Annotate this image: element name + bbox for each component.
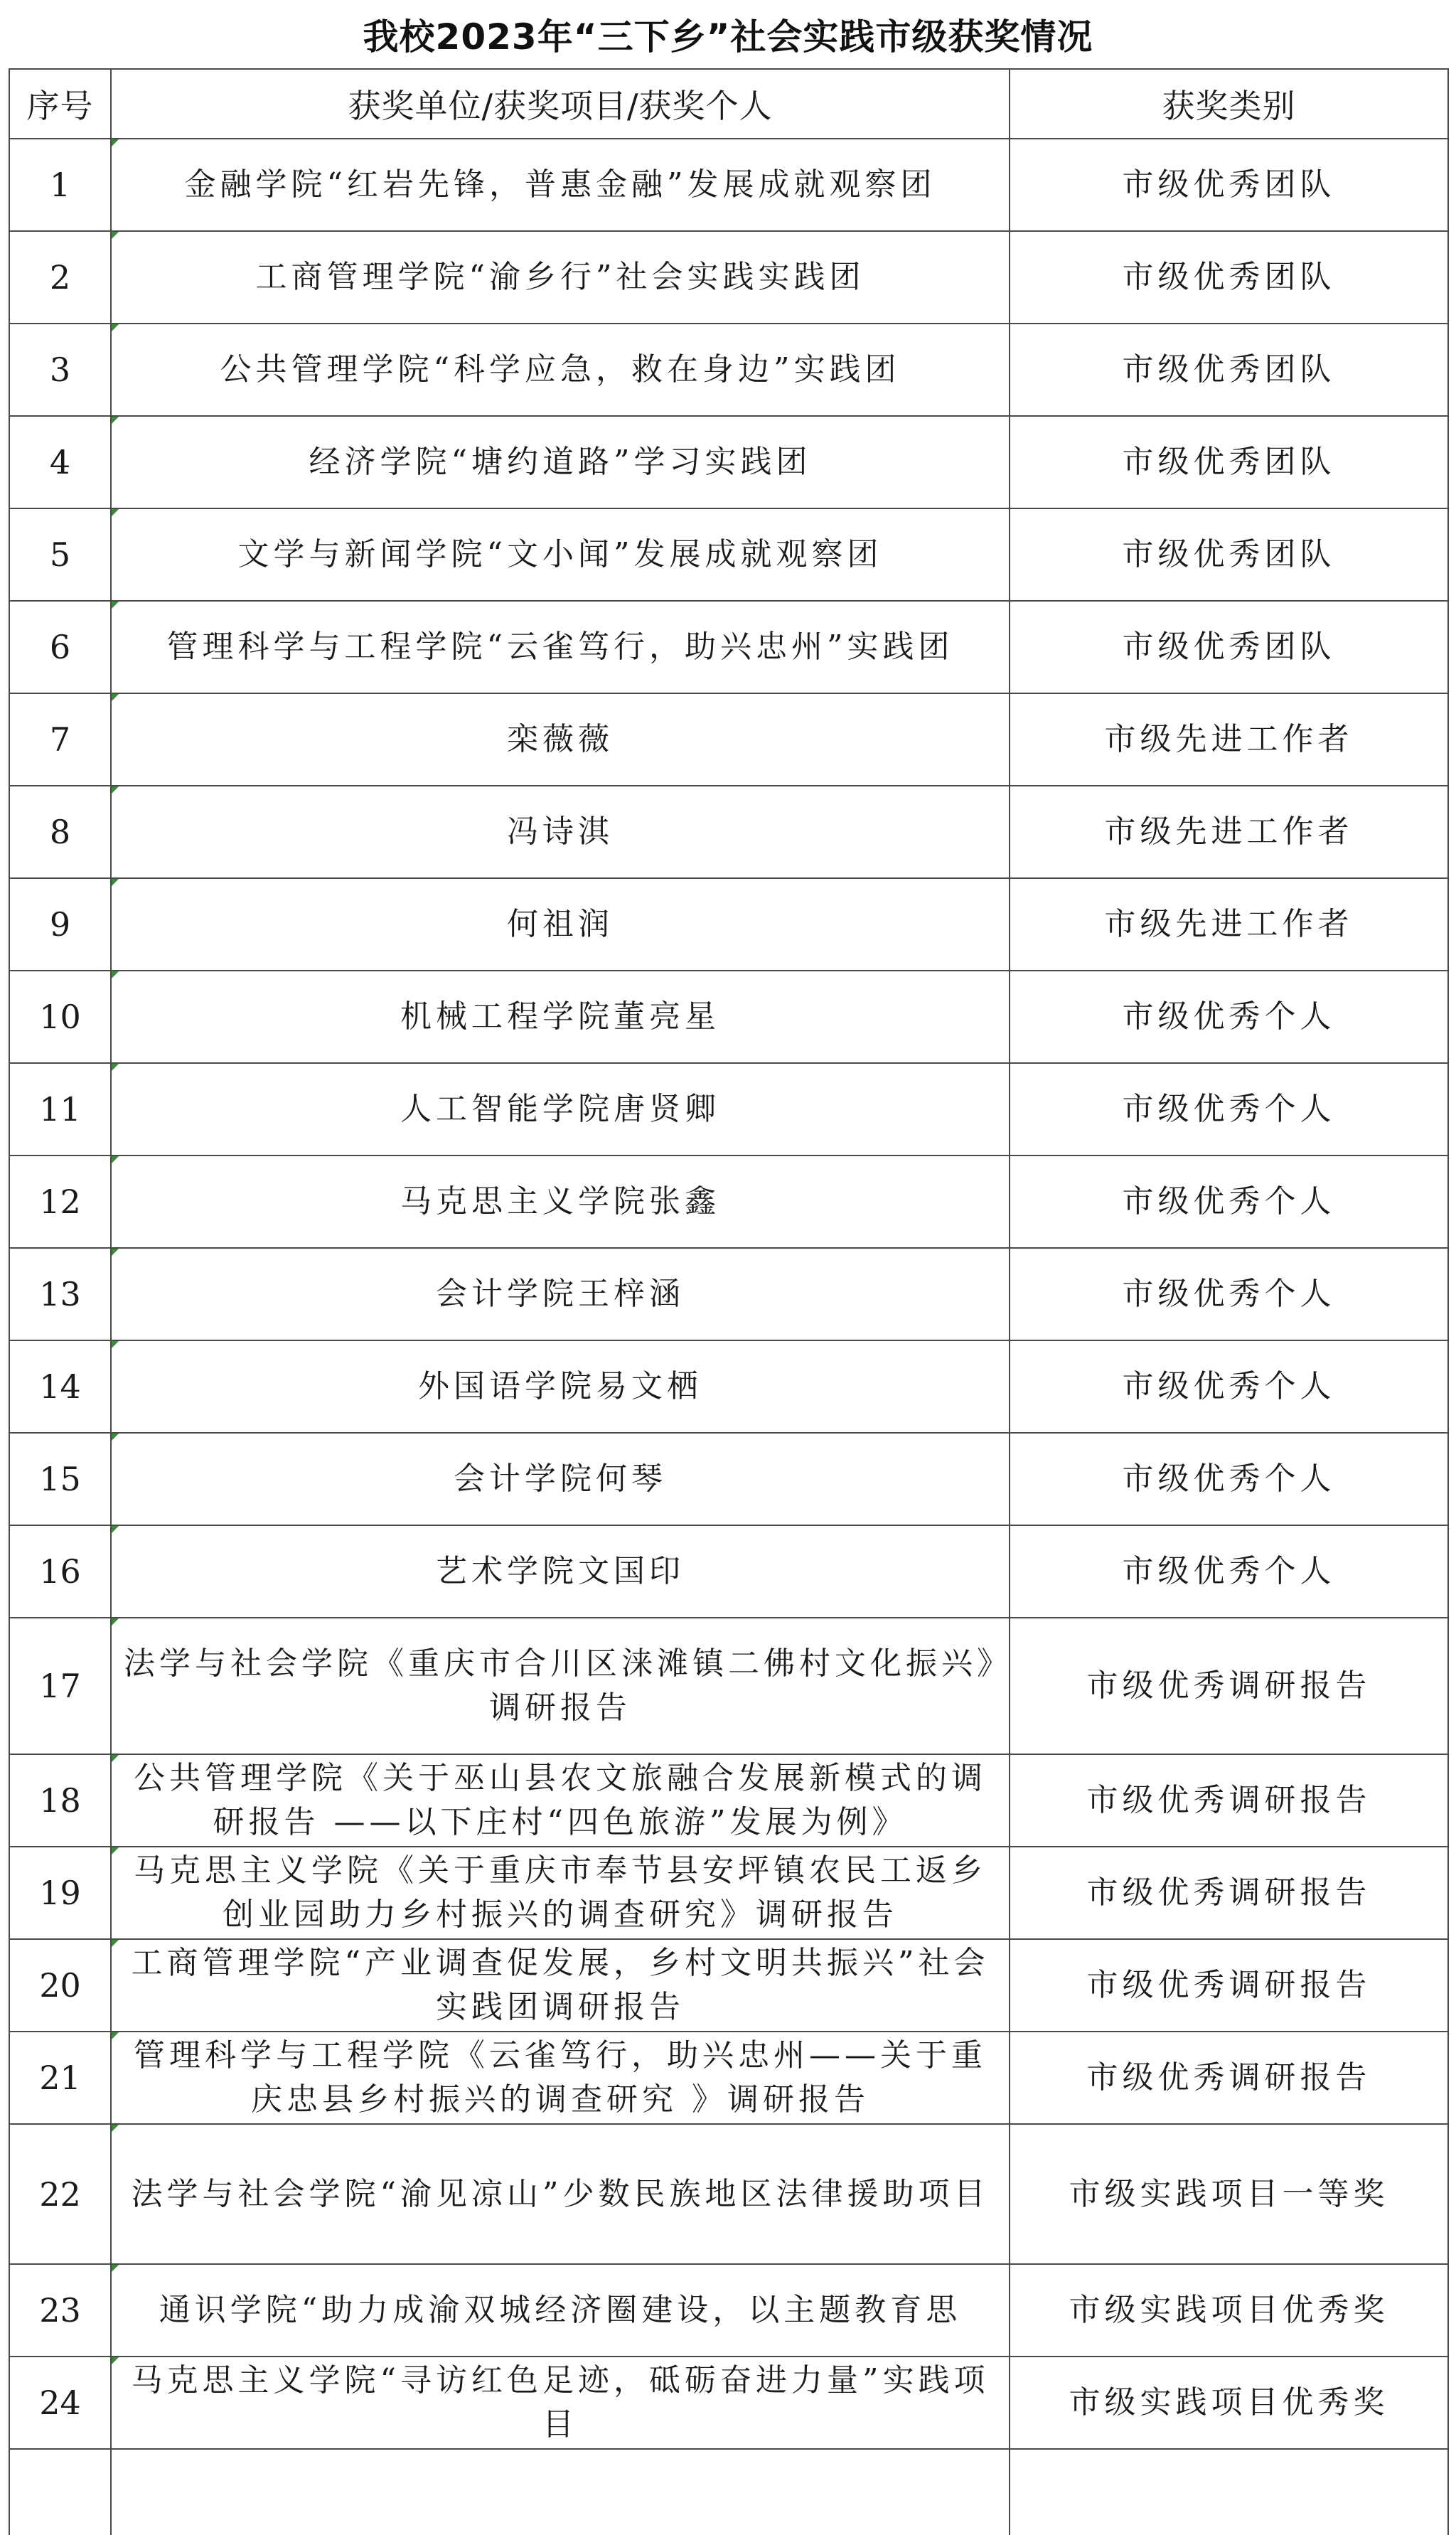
row-category: 市级实践项目优秀奖 <box>1010 2357 1448 2449</box>
table-row <box>9 786 1448 878</box>
row-name: 人工智能学院唐贤卿 <box>111 1063 1010 1156</box>
row-name: 公共管理学院《关于巫山县农文旅融合发展新模式的调研报告 ——以下庄村“四色旅游”发展为例》 <box>111 1754 1010 1847</box>
table-row <box>9 2032 1448 2124</box>
row-name: 法学与社会学院《重庆市合川区涞滩镇二佛村文化振兴》调研报告 <box>111 1618 1010 1754</box>
table-row <box>9 416 1448 508</box>
row-category: 市级先进工作者 <box>1010 786 1448 878</box>
empty-cell <box>1010 2449 1448 2535</box>
row-name: 艺术学院文国印 <box>111 1525 1010 1618</box>
row-number: 1 <box>9 139 111 231</box>
row-number: 8 <box>9 786 111 878</box>
row-number: 18 <box>9 1754 111 1847</box>
row-category: 市级优秀团队 <box>1010 601 1448 693</box>
table-row-empty <box>9 2449 1448 2535</box>
row-number: 14 <box>9 1340 111 1433</box>
row-name: 工商管理学院“渝乡行”社会实践实践团 <box>111 231 1010 324</box>
row-category: 市级优秀个人 <box>1010 1063 1448 1156</box>
awards-table <box>9 68 1449 2535</box>
row-number: 21 <box>9 2032 111 2124</box>
table-row <box>9 2264 1448 2357</box>
row-name: 会计学院王梓涵 <box>111 1248 1010 1340</box>
row-number: 24 <box>9 2357 111 2449</box>
table-row <box>9 139 1448 231</box>
page-title: 我校2023年“三下乡”社会实践市级获奖情况 <box>363 16 1093 58</box>
row-category: 市级优秀个人 <box>1010 1248 1448 1340</box>
row-category: 市级优秀调研报告 <box>1010 1939 1448 2032</box>
row-number: 11 <box>9 1063 111 1156</box>
row-name: 文学与新闻学院“文小闻”发展成就观察团 <box>111 508 1010 601</box>
row-name: 金融学院“红岩先锋，普惠金融”发展成就观察团 <box>111 139 1010 231</box>
table-row <box>9 1340 1448 1433</box>
row-name: 马克思主义学院张鑫 <box>111 1156 1010 1248</box>
row-number: 16 <box>9 1525 111 1618</box>
table-row <box>9 971 1448 1063</box>
row-category: 市级优秀团队 <box>1010 508 1448 601</box>
row-category: 市级优秀个人 <box>1010 1433 1448 1525</box>
row-number: 17 <box>9 1618 111 1754</box>
row-name: 法学与社会学院“渝见凉山”少数民族地区法律援助项目 <box>111 2124 1010 2264</box>
row-category: 市级优秀个人 <box>1010 1340 1448 1433</box>
table-row <box>9 1525 1448 1618</box>
row-number: 10 <box>9 971 111 1063</box>
row-number: 15 <box>9 1433 111 1525</box>
empty-cell <box>111 2449 1010 2535</box>
row-name: 马克思主义学院《关于重庆市奉节县安坪镇农民工返乡创业园助力乡村振兴的调查研究》调研报告 <box>111 1847 1010 1939</box>
row-number: 12 <box>9 1156 111 1248</box>
row-name: 何祖润 <box>111 878 1010 971</box>
row-name: 通识学院“助力成渝双城经济圈建设，以主题教育思 <box>111 2264 1010 2357</box>
table-row <box>9 1754 1448 1847</box>
row-name: 栾薇薇 <box>111 693 1010 786</box>
row-name: 马克思主义学院“寻访红色足迹，砥砺奋进力量”实践项目 <box>111 2357 1010 2449</box>
row-number: 3 <box>9 324 111 416</box>
row-category: 市级优秀调研报告 <box>1010 1618 1448 1754</box>
row-number: 4 <box>9 416 111 508</box>
row-category: 市级先进工作者 <box>1010 878 1448 971</box>
row-number: 13 <box>9 1248 111 1340</box>
row-category: 市级实践项目一等奖 <box>1010 2124 1448 2264</box>
row-number: 6 <box>9 601 111 693</box>
header-no: 序号 <box>9 69 111 139</box>
row-number: 7 <box>9 693 111 786</box>
row-name: 管理科学与工程学院《云雀笃行，助兴忠州——关于重庆忠县乡村振兴的调查研究 》调研报告 <box>111 2032 1010 2124</box>
row-category: 市级优秀个人 <box>1010 971 1448 1063</box>
table-row <box>9 1618 1448 1754</box>
row-category: 市级优秀调研报告 <box>1010 1754 1448 1847</box>
row-category: 市级优秀团队 <box>1010 231 1448 324</box>
row-name: 会计学院何琴 <box>111 1433 1010 1525</box>
table-row <box>9 693 1448 786</box>
row-name: 管理科学与工程学院“云雀笃行，助兴忠州”实践团 <box>111 601 1010 693</box>
row-number: 19 <box>9 1847 111 1939</box>
row-category: 市级实践项目优秀奖 <box>1010 2264 1448 2357</box>
row-category: 市级优秀团队 <box>1010 324 1448 416</box>
row-category: 市级优秀调研报告 <box>1010 1847 1448 1939</box>
table-row <box>9 1063 1448 1156</box>
row-category: 市级优秀调研报告 <box>1010 2032 1448 2124</box>
table-row <box>9 601 1448 693</box>
row-name: 经济学院“塘约道路”学习实践团 <box>111 416 1010 508</box>
row-category: 市级先进工作者 <box>1010 693 1448 786</box>
table-row <box>9 1248 1448 1340</box>
table-header-row <box>9 69 1448 139</box>
header-category: 获奖类别 <box>1010 69 1448 139</box>
table-row <box>9 324 1448 416</box>
row-category: 市级优秀团队 <box>1010 416 1448 508</box>
row-name: 冯诗淇 <box>111 786 1010 878</box>
table-row <box>9 1939 1448 2032</box>
row-number: 5 <box>9 508 111 601</box>
row-category: 市级优秀个人 <box>1010 1525 1448 1618</box>
table-row <box>9 2124 1448 2264</box>
empty-cell <box>9 2449 111 2535</box>
table-row <box>9 1156 1448 1248</box>
table-row <box>9 508 1448 601</box>
row-name: 公共管理学院“科学应急，救在身边”实践团 <box>111 324 1010 416</box>
row-name: 工商管理学院“产业调查促发展，乡村文明共振兴”社会实践团调研报告 <box>111 1939 1010 2032</box>
row-name: 机械工程学院董亮星 <box>111 971 1010 1063</box>
row-name: 外国语学院易文栖 <box>111 1340 1010 1433</box>
header-name: 获奖单位/获奖项目/获奖个人 <box>111 69 1010 139</box>
row-number: 20 <box>9 1939 111 2032</box>
row-number: 22 <box>9 2124 111 2264</box>
table-row <box>9 1847 1448 1939</box>
table-row <box>9 2357 1448 2449</box>
row-category: 市级优秀个人 <box>1010 1156 1448 1248</box>
row-category: 市级优秀团队 <box>1010 139 1448 231</box>
row-number: 23 <box>9 2264 111 2357</box>
table-row <box>9 231 1448 324</box>
row-number: 9 <box>9 878 111 971</box>
row-number: 2 <box>9 231 111 324</box>
table-row <box>9 1433 1448 1525</box>
table-row <box>9 878 1448 971</box>
